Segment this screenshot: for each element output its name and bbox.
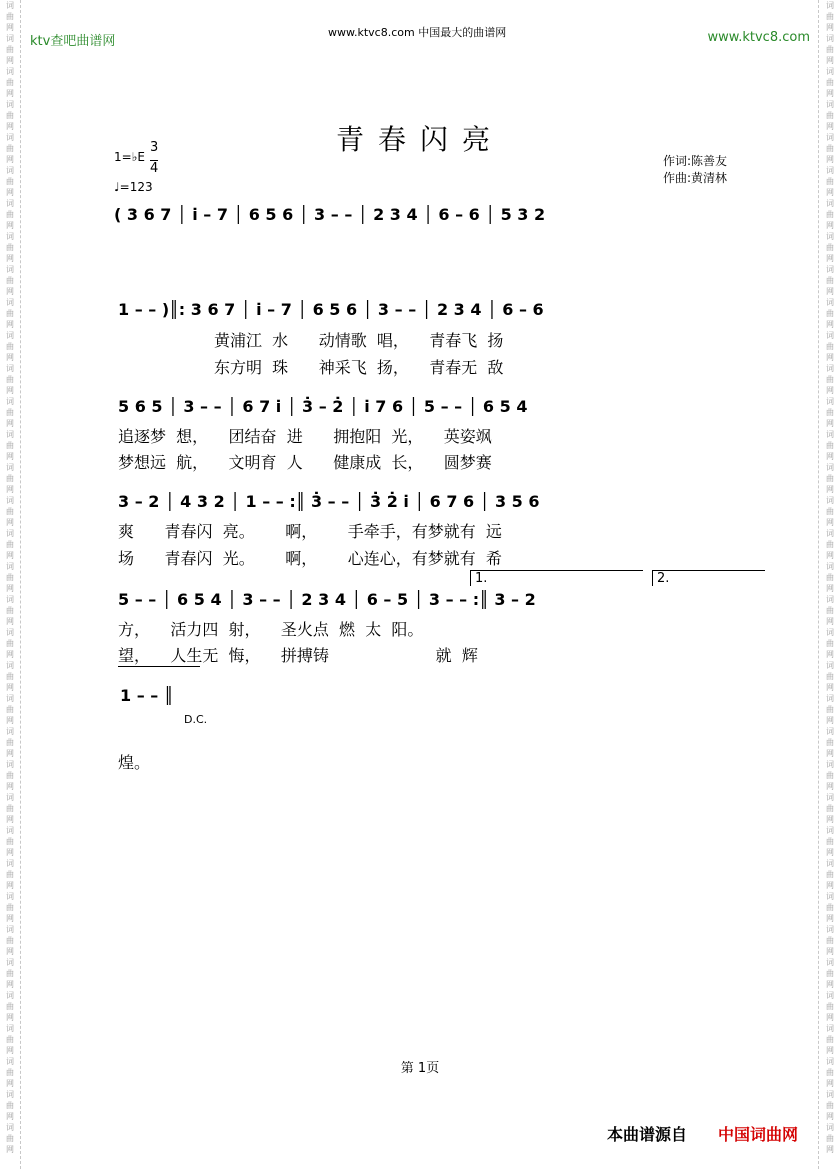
- notation-row-6: 1 – – ║: [120, 686, 174, 705]
- first-ending-bracket: 1.: [470, 570, 643, 586]
- lyrics-row-2-verse-2: 东方明 珠 神采飞 扬， 青春无 敌: [214, 358, 504, 377]
- lyrics-row-4-verse-2: 场 青春闪 光。 啊， 心连心，有梦就有 希: [118, 549, 502, 568]
- notation-row-1: ( 3 6 7 │ i̇ – 7 │ 6 5 6 │ 3 – – │ 2 3 4 │ 6 – 6 │ 5 3 2: [114, 205, 546, 224]
- left-border: [20, 0, 21, 1169]
- notation-row-4: 3 – 2 │ 4 3 2 │ 1 – – :║ 3̇ – – │ 3̇ 2̇ i̇ │ 6 7 6 │ 3 5 6: [118, 492, 540, 511]
- page-number: 第 1页: [400, 1061, 440, 1076]
- watermark-left: 词曲网词曲网词曲网词曲网词曲网词曲网词曲网词曲网词曲网词曲网词曲网词曲网词曲网词曲网词曲网词曲网词曲网词曲网词曲网词曲网词曲网词曲网词曲网词曲网词曲网词曲网词曲网词曲网词曲网词曲网词曲网词曲网词曲网词曲网词曲网: [6, 1, 14, 1154]
- final-lyric: 煌。: [118, 753, 151, 772]
- row-6-bracket: [118, 666, 200, 671]
- lyrics-row-5-verse-2: 望， 人生无 悔， 拼搏铸 就 辉: [118, 646, 478, 665]
- da-capo: D.C.: [184, 713, 208, 726]
- notation-row-2: 1 – – )║: 3 6 7 │ i̇ – 7 │ 6 5 6 │ 3 – – │ 2 3 4 │ 6 – 6: [118, 300, 544, 319]
- footer-site-link[interactable]: 中国词曲网: [718, 1125, 799, 1144]
- header-site-name[interactable]: ktv查吧曲谱网: [30, 34, 116, 49]
- lyricist: 作词:陈善友: [663, 154, 728, 168]
- notation-row-5: 5 – – │ 6 5 4 │ 3 – – │ 2 3 4 │ 6 – 5 │ 3 – – :║ 3 – 2: [118, 590, 536, 609]
- tempo-marking: ♩=123: [114, 180, 153, 194]
- notation-row-3: 5 6 5 │ 3 – – │ 6 7 i̇ │ 3̇ – 2̇ │ i̇ 7 6 │ 5 – – │ 6 5 4: [118, 397, 528, 416]
- lyrics-row-3-verse-1: 追逐梦 想， 团结奋 进 拥抱阳 光， 英姿飒: [118, 427, 492, 446]
- composer: 作曲:黄清林: [663, 171, 728, 185]
- header-slogan: www.ktvc8.com 中国最大的曲谱网: [328, 26, 507, 39]
- song-title: 青春闪亮: [335, 123, 504, 156]
- footer-source-label: 本曲谱源自: [607, 1125, 688, 1144]
- key-signature: 1=♭E: [114, 150, 145, 164]
- right-border: [818, 0, 819, 1169]
- time-signature-bottom: 4: [150, 161, 159, 176]
- lyrics-row-3-verse-2: 梦想远 航， 文明育 人 健康成 长， 圆梦赛: [118, 453, 492, 472]
- watermark-right: 词曲网词曲网词曲网词曲网词曲网词曲网词曲网词曲网词曲网词曲网词曲网词曲网词曲网词曲网词曲网词曲网词曲网词曲网词曲网词曲网词曲网词曲网词曲网词曲网词曲网词曲网词曲网词曲网词曲网词曲网词曲网词曲网词曲网词曲网词曲网: [826, 1, 834, 1154]
- lyrics-row-2-verse-1: 黄浦江 水 动情歌 唱， 青春飞 扬: [214, 331, 504, 350]
- header-url[interactable]: www.ktvc8.com: [707, 30, 810, 45]
- lyrics-row-4-verse-1: 爽 青春闪 亮。 啊， 手牵手，有梦就有 远: [118, 522, 502, 541]
- credits: [663, 153, 727, 187]
- time-signature-top: 3: [150, 140, 159, 155]
- second-ending-bracket: 2.: [652, 570, 765, 586]
- lyrics-row-5-verse-1: 方， 活力四 射， 圣火点 燃 太 阳。: [118, 620, 424, 639]
